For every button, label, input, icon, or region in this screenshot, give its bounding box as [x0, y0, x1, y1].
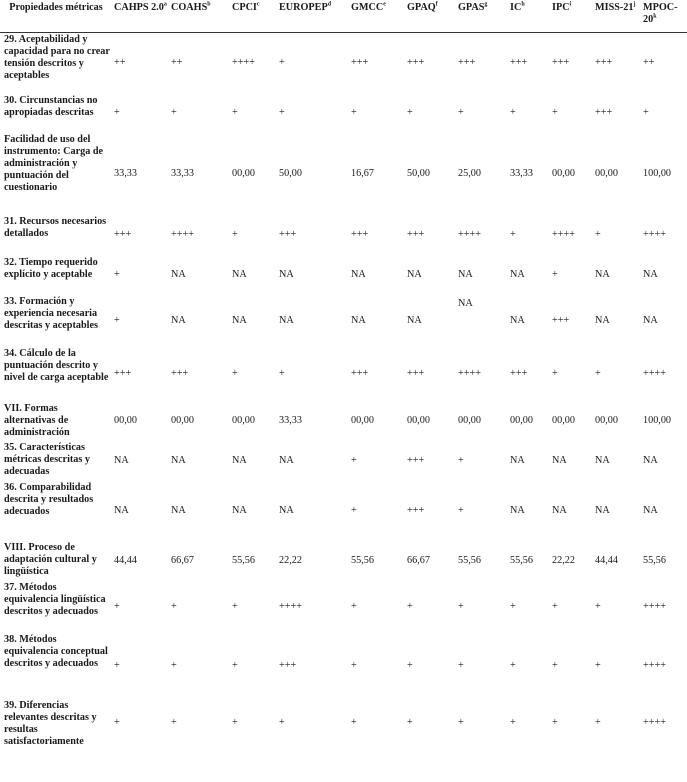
table-cell: +++ — [407, 368, 425, 379]
table-cell: ++++ — [643, 659, 666, 671]
header-footnote-mark: e — [383, 1, 386, 8]
table-cell: NA — [171, 314, 186, 326]
table-cell: +++ — [171, 368, 189, 379]
table-row — [0, 699, 687, 748]
table-cell: NA — [232, 269, 247, 280]
table-cell: ++ — [171, 57, 183, 69]
table-cell: 33,33 — [510, 167, 533, 179]
table-row — [0, 541, 687, 581]
table-cell: + — [351, 717, 357, 728]
table-cell: NA — [114, 504, 129, 516]
table-cell: 25,00 — [458, 167, 481, 179]
table-cell: ++++ — [232, 57, 255, 69]
table-row — [0, 215, 687, 256]
table-cell: + — [595, 659, 601, 671]
table-cell: + — [232, 659, 238, 671]
table-cell: NA — [458, 269, 473, 280]
table-cell: + — [351, 107, 357, 118]
table-cell: NA — [232, 314, 247, 326]
table-cell: ++ — [643, 57, 655, 69]
table-cell: + — [232, 600, 238, 612]
table-cell: NA — [510, 314, 525, 326]
table-cell: + — [351, 600, 357, 612]
table-cell: NA — [643, 269, 658, 280]
table-cell: + — [458, 659, 464, 671]
header-label: GMCC — [351, 2, 384, 13]
table-cell: + — [171, 600, 177, 612]
table-cell: NA — [232, 454, 247, 466]
table-cell: 22,22 — [279, 554, 302, 566]
header-footnote-mark: d — [327, 1, 332, 8]
table-cell: NA — [279, 269, 294, 280]
table-cell: + — [510, 659, 516, 671]
table-cell: + — [552, 107, 558, 118]
table-cell: NA — [595, 504, 610, 516]
table-cell: NA — [510, 269, 525, 280]
table-cell: + — [407, 659, 413, 671]
table-cell: 33,33 — [171, 167, 194, 179]
table-cell: + — [510, 600, 516, 612]
table-cell: +++ — [510, 57, 528, 69]
table-cell: NA — [595, 269, 610, 280]
header-instrument — [641, 0, 687, 33]
table-cell: 00,00 — [232, 415, 255, 426]
table-cell: + — [407, 107, 413, 118]
table-row — [0, 295, 687, 347]
table-cell: + — [458, 717, 464, 728]
table-cell: + — [552, 269, 558, 280]
table-cell: 44,44 — [595, 554, 618, 566]
table-cell: + — [351, 659, 357, 671]
table-cell: 00,00 — [114, 415, 137, 426]
table-cell: 16,67 — [351, 167, 374, 179]
table-row — [0, 481, 687, 541]
table-cell: 33,33 — [279, 415, 302, 426]
table-cell: NA — [552, 454, 567, 466]
header-footnote-mark: f — [435, 1, 438, 8]
header-instrument — [456, 0, 508, 33]
table-cell: + — [114, 107, 120, 118]
table-cell: 00,00 — [510, 415, 533, 426]
table-cell: + — [232, 229, 238, 240]
table-cell: 55,56 — [643, 554, 666, 566]
header-label: IC — [510, 2, 522, 13]
table-row — [0, 441, 687, 481]
table-cell: 55,56 — [510, 554, 533, 566]
table-cell: +++ — [595, 57, 613, 69]
table-cell: 00,00 — [595, 415, 618, 426]
table-cell: + — [351, 454, 357, 466]
table-cell: 55,56 — [232, 554, 255, 566]
table-cell: ++++ — [458, 368, 481, 379]
table-cell: + — [279, 368, 285, 379]
table-cell: NA — [232, 504, 247, 516]
table-cell: NA — [510, 454, 525, 466]
table-cell: NA — [643, 504, 658, 516]
table-cell: +++ — [595, 107, 613, 118]
row-label: 31. Recursos necesarios detallados — [4, 215, 107, 239]
table-cell: NA — [407, 269, 422, 280]
header-footnote-mark: c — [256, 1, 260, 8]
table-cell: +++ — [279, 659, 297, 671]
table-cell: 00,00 — [232, 167, 255, 179]
table-cell: +++ — [552, 314, 570, 326]
row-label: 35. Características métricas descritas y adecuadas — [4, 441, 90, 477]
table-cell: NA — [510, 504, 525, 516]
table-cell: + — [407, 600, 413, 612]
table-cell: +++ — [510, 368, 528, 379]
table-cell: 00,00 — [552, 415, 575, 426]
table-cell: + — [232, 717, 238, 728]
table-cell: 55,56 — [458, 554, 481, 566]
row-label: 33. Formación y experiencia necesaria descritas y aceptables — [4, 295, 98, 331]
table-cell: NA — [643, 314, 658, 326]
table-cell: NA — [351, 269, 366, 280]
table-cell: NA — [279, 314, 294, 326]
table-row — [0, 581, 687, 633]
table-cell: + — [114, 717, 120, 728]
header-label: CAHPS 2.0 — [114, 2, 164, 13]
table-cell: 50,00 — [407, 167, 430, 179]
header-instrument — [230, 0, 277, 33]
table-cell: + — [552, 600, 558, 612]
table-cell: 44,44 — [114, 554, 137, 566]
table-cell: + — [171, 107, 177, 118]
row-label: 39. Diferencias relevantes descritas y resultas satisfactoriamente — [4, 699, 97, 747]
table-cell: + — [458, 107, 464, 118]
table-cell: ++++ — [643, 368, 666, 379]
table-cell: + — [351, 504, 357, 516]
header-footnote-mark: j — [633, 1, 636, 8]
table-cell: 00,00 — [552, 167, 575, 179]
table-cell: + — [407, 717, 413, 728]
table-cell: 00,00 — [171, 415, 194, 426]
row-label: VII. Formas alternativas de administración — [4, 402, 70, 438]
table-row — [0, 633, 687, 699]
table-cell: ++++ — [458, 229, 481, 240]
table-row — [0, 94, 687, 133]
table-cell: 00,00 — [458, 415, 481, 426]
table-cell: NA — [643, 454, 658, 466]
header-label: Propiedades métricas — [9, 2, 103, 13]
table-cell: + — [643, 107, 649, 118]
row-label: 38. Métodos equivalencia conceptual descritos y adecuados — [4, 633, 108, 669]
table-cell: +++ — [279, 229, 297, 240]
table-cell: ++++ — [552, 229, 575, 240]
row-label: 29. Aceptabilidad y capacidad para no crear tensión descritos y aceptables — [4, 34, 110, 81]
row-label: 36. Comparabilidad descrita y resultados adecuados — [4, 481, 94, 517]
table-cell: +++ — [407, 504, 425, 516]
table-cell: + — [552, 368, 558, 379]
table-cell: +++ — [458, 57, 476, 69]
table-cell: +++ — [114, 368, 132, 379]
table-cell: + — [279, 107, 285, 118]
table-cell: 66,67 — [171, 554, 194, 566]
header-footnote-mark: k — [653, 13, 657, 20]
table-cell: 50,00 — [279, 167, 302, 179]
table-cell: NA — [595, 314, 610, 326]
table-cell: NA — [171, 454, 186, 466]
table-cell: NA — [552, 504, 567, 516]
header-instrument — [277, 0, 349, 33]
table-row — [0, 133, 687, 215]
table-cell: 00,00 — [407, 415, 430, 426]
table-cell: + — [114, 269, 120, 280]
header-instrument — [112, 0, 169, 33]
table-cell: ++++ — [171, 229, 194, 240]
table-cell: +++ — [407, 57, 425, 69]
table-cell: NA — [114, 454, 129, 466]
header-footnote-mark: g — [484, 1, 488, 8]
row-label: Facilidad de uso del instrumento: Carga de administración y puntuación del cuestionario — [4, 133, 104, 193]
header-label: MPOC-20 — [643, 2, 678, 25]
table-cell: +++ — [351, 229, 369, 240]
table-cell: 55,56 — [351, 554, 374, 566]
table-cell: + — [171, 659, 177, 671]
row-label: 34. Cálculo de la puntuación descrito y nivel de carga aceptable — [4, 347, 109, 383]
table-cell: 100,00 — [643, 167, 672, 179]
table-cell: ++++ — [643, 600, 666, 612]
table-cell: ++ — [114, 57, 126, 69]
table-row — [0, 33, 687, 94]
table-cell: + — [510, 107, 516, 118]
table-cell: + — [595, 717, 601, 728]
table-cell: 22,22 — [552, 554, 575, 566]
header-instrument — [550, 0, 593, 33]
table-cell: +++ — [552, 57, 570, 69]
table-cell: + — [510, 229, 516, 240]
table-cell: ++++ — [643, 717, 666, 728]
row-label: 32. Tiempo requerido explícito y aceptable — [4, 256, 98, 280]
header-instrument — [349, 0, 405, 33]
table-cell: NA — [458, 297, 473, 309]
table-cell: 66,67 — [407, 554, 430, 566]
table-cell: NA — [171, 504, 186, 516]
table-cell: +++ — [407, 229, 425, 240]
table-cell: + — [279, 717, 285, 728]
row-label: 30. Circunstancias no apropiadas descritas — [4, 94, 98, 118]
table-cell: + — [171, 717, 177, 728]
table-row — [0, 347, 687, 402]
table-cell: +++ — [407, 454, 425, 466]
table-cell: + — [232, 368, 238, 379]
row-label: VIII. Proceso de adaptación cultural y lingüística — [4, 541, 97, 577]
table-cell: +++ — [351, 368, 369, 379]
table-cell: + — [510, 717, 516, 728]
table-cell: NA — [279, 504, 294, 516]
table-body — [0, 33, 687, 748]
table-row — [0, 256, 687, 295]
table-cell: NA — [351, 314, 366, 326]
table-cell: NA — [171, 269, 186, 280]
header-label: COAHS — [171, 2, 208, 13]
header-footnote-mark: b — [207, 1, 211, 8]
header-label: CPCI — [232, 2, 257, 13]
header-label: GPAQ — [407, 2, 436, 13]
table-cell: ++++ — [643, 229, 666, 240]
table-cell: + — [552, 717, 558, 728]
table-cell: + — [552, 659, 558, 671]
table-cell: NA — [279, 454, 294, 466]
header-instrument — [593, 0, 641, 33]
table-cell: 00,00 — [595, 167, 618, 179]
table-cell: +++ — [114, 229, 132, 240]
table-cell: + — [458, 454, 464, 466]
table-cell: + — [458, 504, 464, 516]
table-cell: + — [114, 659, 120, 671]
header-metric-properties — [0, 0, 112, 33]
table-cell: ++++ — [279, 600, 302, 612]
table-cell: + — [595, 368, 601, 379]
row-label: 37. Métodos equivalencia lingüística descritos y adecuados — [4, 581, 106, 617]
header-footnote-mark: i — [569, 1, 572, 8]
table-cell: + — [458, 600, 464, 612]
table-cell: + — [595, 229, 601, 240]
header-label: GPAS — [458, 2, 485, 13]
table-cell: NA — [407, 314, 422, 326]
header-label: MISS-21 — [595, 2, 634, 13]
table-cell: + — [232, 107, 238, 118]
header-footnote-mark: h — [521, 1, 525, 8]
header-instrument — [169, 0, 230, 33]
table-cell: +++ — [351, 57, 369, 69]
table-cell: + — [279, 57, 285, 69]
table-cell: + — [114, 600, 120, 612]
table-cell: 100,00 — [643, 415, 672, 426]
table-cell: + — [114, 314, 120, 326]
header-label: EUROPEP — [279, 2, 328, 13]
table-row — [0, 402, 687, 441]
table-cell: 33,33 — [114, 167, 137, 179]
table-cell: NA — [595, 454, 610, 466]
header-footnote-mark: a — [163, 1, 167, 8]
table-cell: 00,00 — [351, 415, 374, 426]
table-header-row — [0, 0, 687, 33]
table-cell: + — [595, 600, 601, 612]
header-instrument — [508, 0, 550, 33]
header-label: IPC — [552, 2, 570, 13]
header-instrument — [405, 0, 456, 33]
